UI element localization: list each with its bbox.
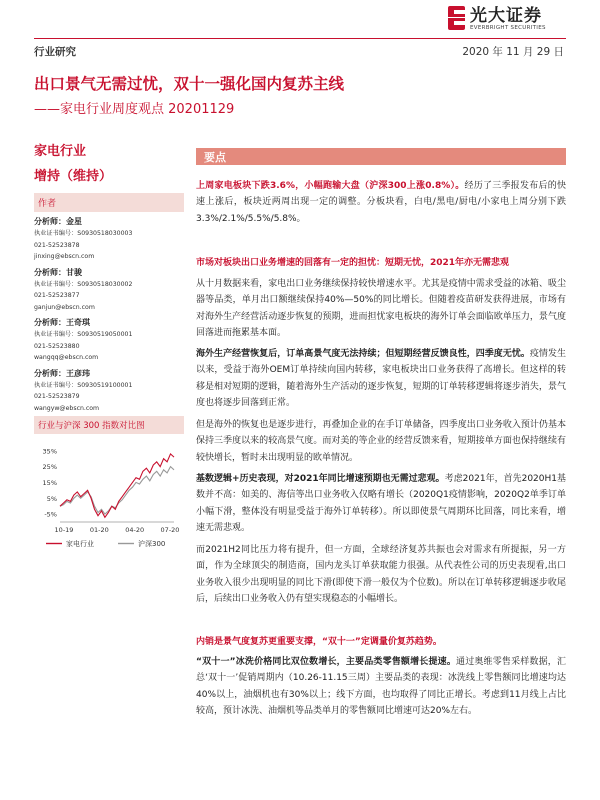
analyst-license: 执业证书编号：S0930519100001 [34,381,133,389]
analyst-email[interactable]: wangyw@ebscn.com [34,404,100,412]
logo-mark-icon [448,6,465,31]
analyst-license: 执业证书编号：S0930518030002 [34,280,133,288]
page-subtitle: ——家电行业周度观点 20201129 [34,102,235,117]
sidebar [34,140,184,414]
legend-label: 沪深300 [138,540,166,548]
analyst-card [34,316,184,364]
analyst-name: 分析师：甘骏 [34,267,82,277]
rating: 增持（维持） [34,169,113,184]
analyst-phone: 021-52523878 [34,241,80,249]
x-tick-label: 04-20 [125,526,145,534]
s2-p4-text: 考虑2021年，首先2020H1基数并不高：如美的、海信等出口业务收入仅略有增长（2020Q1疫情影响，2020Q2单季订单小幅下滑，整体没有明显受益于海外订单转移）。所以即使景气周期环比回落，同比来看，增速无需悲观。 [196,474,566,533]
chart-title: 行业与沪深 300 指数对比图 [34,416,184,434]
analyst-email[interactable]: wangqq@ebscn.com [34,354,99,361]
x-tick-label: 01-20 [89,526,109,534]
industry-name: 家电行业 [34,144,87,159]
report-type: 行业研究 [34,46,76,58]
brand-name-en: EVERBRIGHT SECURITIES [470,24,546,31]
analyst-phone: 021-52523877 [34,292,80,299]
x-tick-label: 07-20 [160,526,180,534]
y-tick-label: 25% [42,463,57,472]
s2-p4-bold: 基数逻辑+历史表现，对2021年同比增速预期也无需过悲观。 [196,474,445,484]
series-line-index [60,467,174,514]
s2-p2-text: 疫情发生以来，受益于海外OEM订单持续向国内转移，家电板块出口业务获得了高增长。但这样的转移是相对短期的逻辑，随着海外生产活动的逐步恢复，短期的订单转移逻辑将逐步消失，景气度也将逐步回落到正常。 [196,349,566,408]
section-2-heading: 市场对板块出口业务增速的回落有一定的担忧：短期无忧，2021年亦无需悲观 [196,258,510,268]
section-3-para-1 [196,654,566,719]
analyst-email[interactable]: ganjun@ebscn.com [34,303,95,311]
chart-svg [34,438,184,568]
analyst-card [34,215,184,263]
section-2-para-1: 从十月数据来看，家电出口业务继续保持较快增速水平。尤其是疫情中需求受益的冰箱、吸尘器等品类，单月出口额继续保持40%—50%的同比增长。但随着疫苗研发获得进展，市场有对海外生产经营活动逐步恢复的预期，进而担忧家电板块的海外订单会面临欧单压力，景气度回落进而拖累基本面。 [196,279,566,338]
y-tick-label: 35% [42,447,57,456]
analyst-license: 执业证书编号：S0930518030003 [34,230,133,237]
analyst-card [34,367,184,415]
y-tick-label: -5% [44,510,57,519]
section-3-heading: 内销是景气度复苏更重要支撑，“双十一”定调量价复苏趋势。 [196,637,442,647]
analyst-name: 分析师：王彦玮 [34,368,90,378]
analyst-name: 分析师：王奇琪 [34,318,90,327]
s2-p2-bold: 海外生产经营恢复后，订单高景气度无法持续；但短期经营反馈良性，四季度无忧。 [196,349,530,359]
y-tick-label: 5% [46,494,57,503]
legend-label: 家电行业 [66,540,94,548]
section-2-para-4 [196,471,566,536]
p1-highlight: 上周家电板块下跌3.6%，小幅跑输大盘（沪深300上涨0.8%）。 [196,181,465,191]
s3-p1-text: 通过奥维零售采样数据，汇总‘双十一’促销周期内（10.26-11.15三周）主要品类的表现：冰洗线上零售额同比增速均达40%以上，油烟机也有30%以上；线下方面，也均取得了同比正增长。考虑到11月线上占比较高，预计冰洗、油烟机等品类单月的零售额同比增速可达20%左右。 [196,657,566,716]
analyst-card [34,266,184,314]
analyst-license: 执业证书编号：S0930519050001 [34,331,133,338]
section-2-para-5: 而2021H2同比压力将有提升，但一方面，全球经济复苏共振也会对需求有所提振，另一方面，作为全球顶尖的制造商，国内龙头订单获取能力很强。从代表性公司的历史表现看,出口业务收入很少出现明显的同比下滑(即使下滑一般仅为个位数)。所以在订单转移逻辑逐步收尾后，后续出口业务收入仍有望实现稳态的小幅增长。 [196,545,566,604]
key-points-label: 要点 [204,151,226,164]
page-title: 出口景气无需过忧，双十一强化国内复苏主线 [34,75,345,93]
index-comparison-chart [34,438,184,568]
series-line-industry [60,454,174,517]
analyst-name: 分析师：金星 [34,217,82,226]
y-tick-label: 15% [42,478,57,487]
analyst-email[interactable]: jinxing@ebscn.com [34,253,95,260]
analyst-phone: 021-52523880 [34,342,80,350]
brand-name: 光大证券 [470,5,542,26]
section-2-para-3: 但是海外的恢复也是逐步进行，再叠加企业的在手订单储备，四季度出口业务收入预计仍基本保持三季度以来的较高景气度。而对美的等企业的经营反馈来看，短期接单方面也保持继续有较快增长，暂时未出现明显的欧单情况。 [196,420,566,463]
s3-p1-bold: “双十一”冰洗价格同比双位数增长，主要品类零售额增长提速。 [196,657,457,667]
key-points-header [196,148,566,165]
header-divider [34,38,566,39]
report-date: 2020 年 11 月 29 日 [462,46,564,58]
x-tick-label: 10-19 [54,526,74,534]
p1-text: 经历了三季报发布后的快速上涨后，板块近两周出现一定的调整。分板块看，白电/黑电/厨电/小家电上周分别下跌3.3%/2.1%/5.5%/5.8%。 [196,181,566,224]
analyst-phone: 021-52523879 [34,393,80,400]
brand-logo [448,6,546,31]
section-2-para-2 [196,346,566,411]
authors-header: 作者 [34,193,184,212]
paragraph-1 [196,178,566,227]
